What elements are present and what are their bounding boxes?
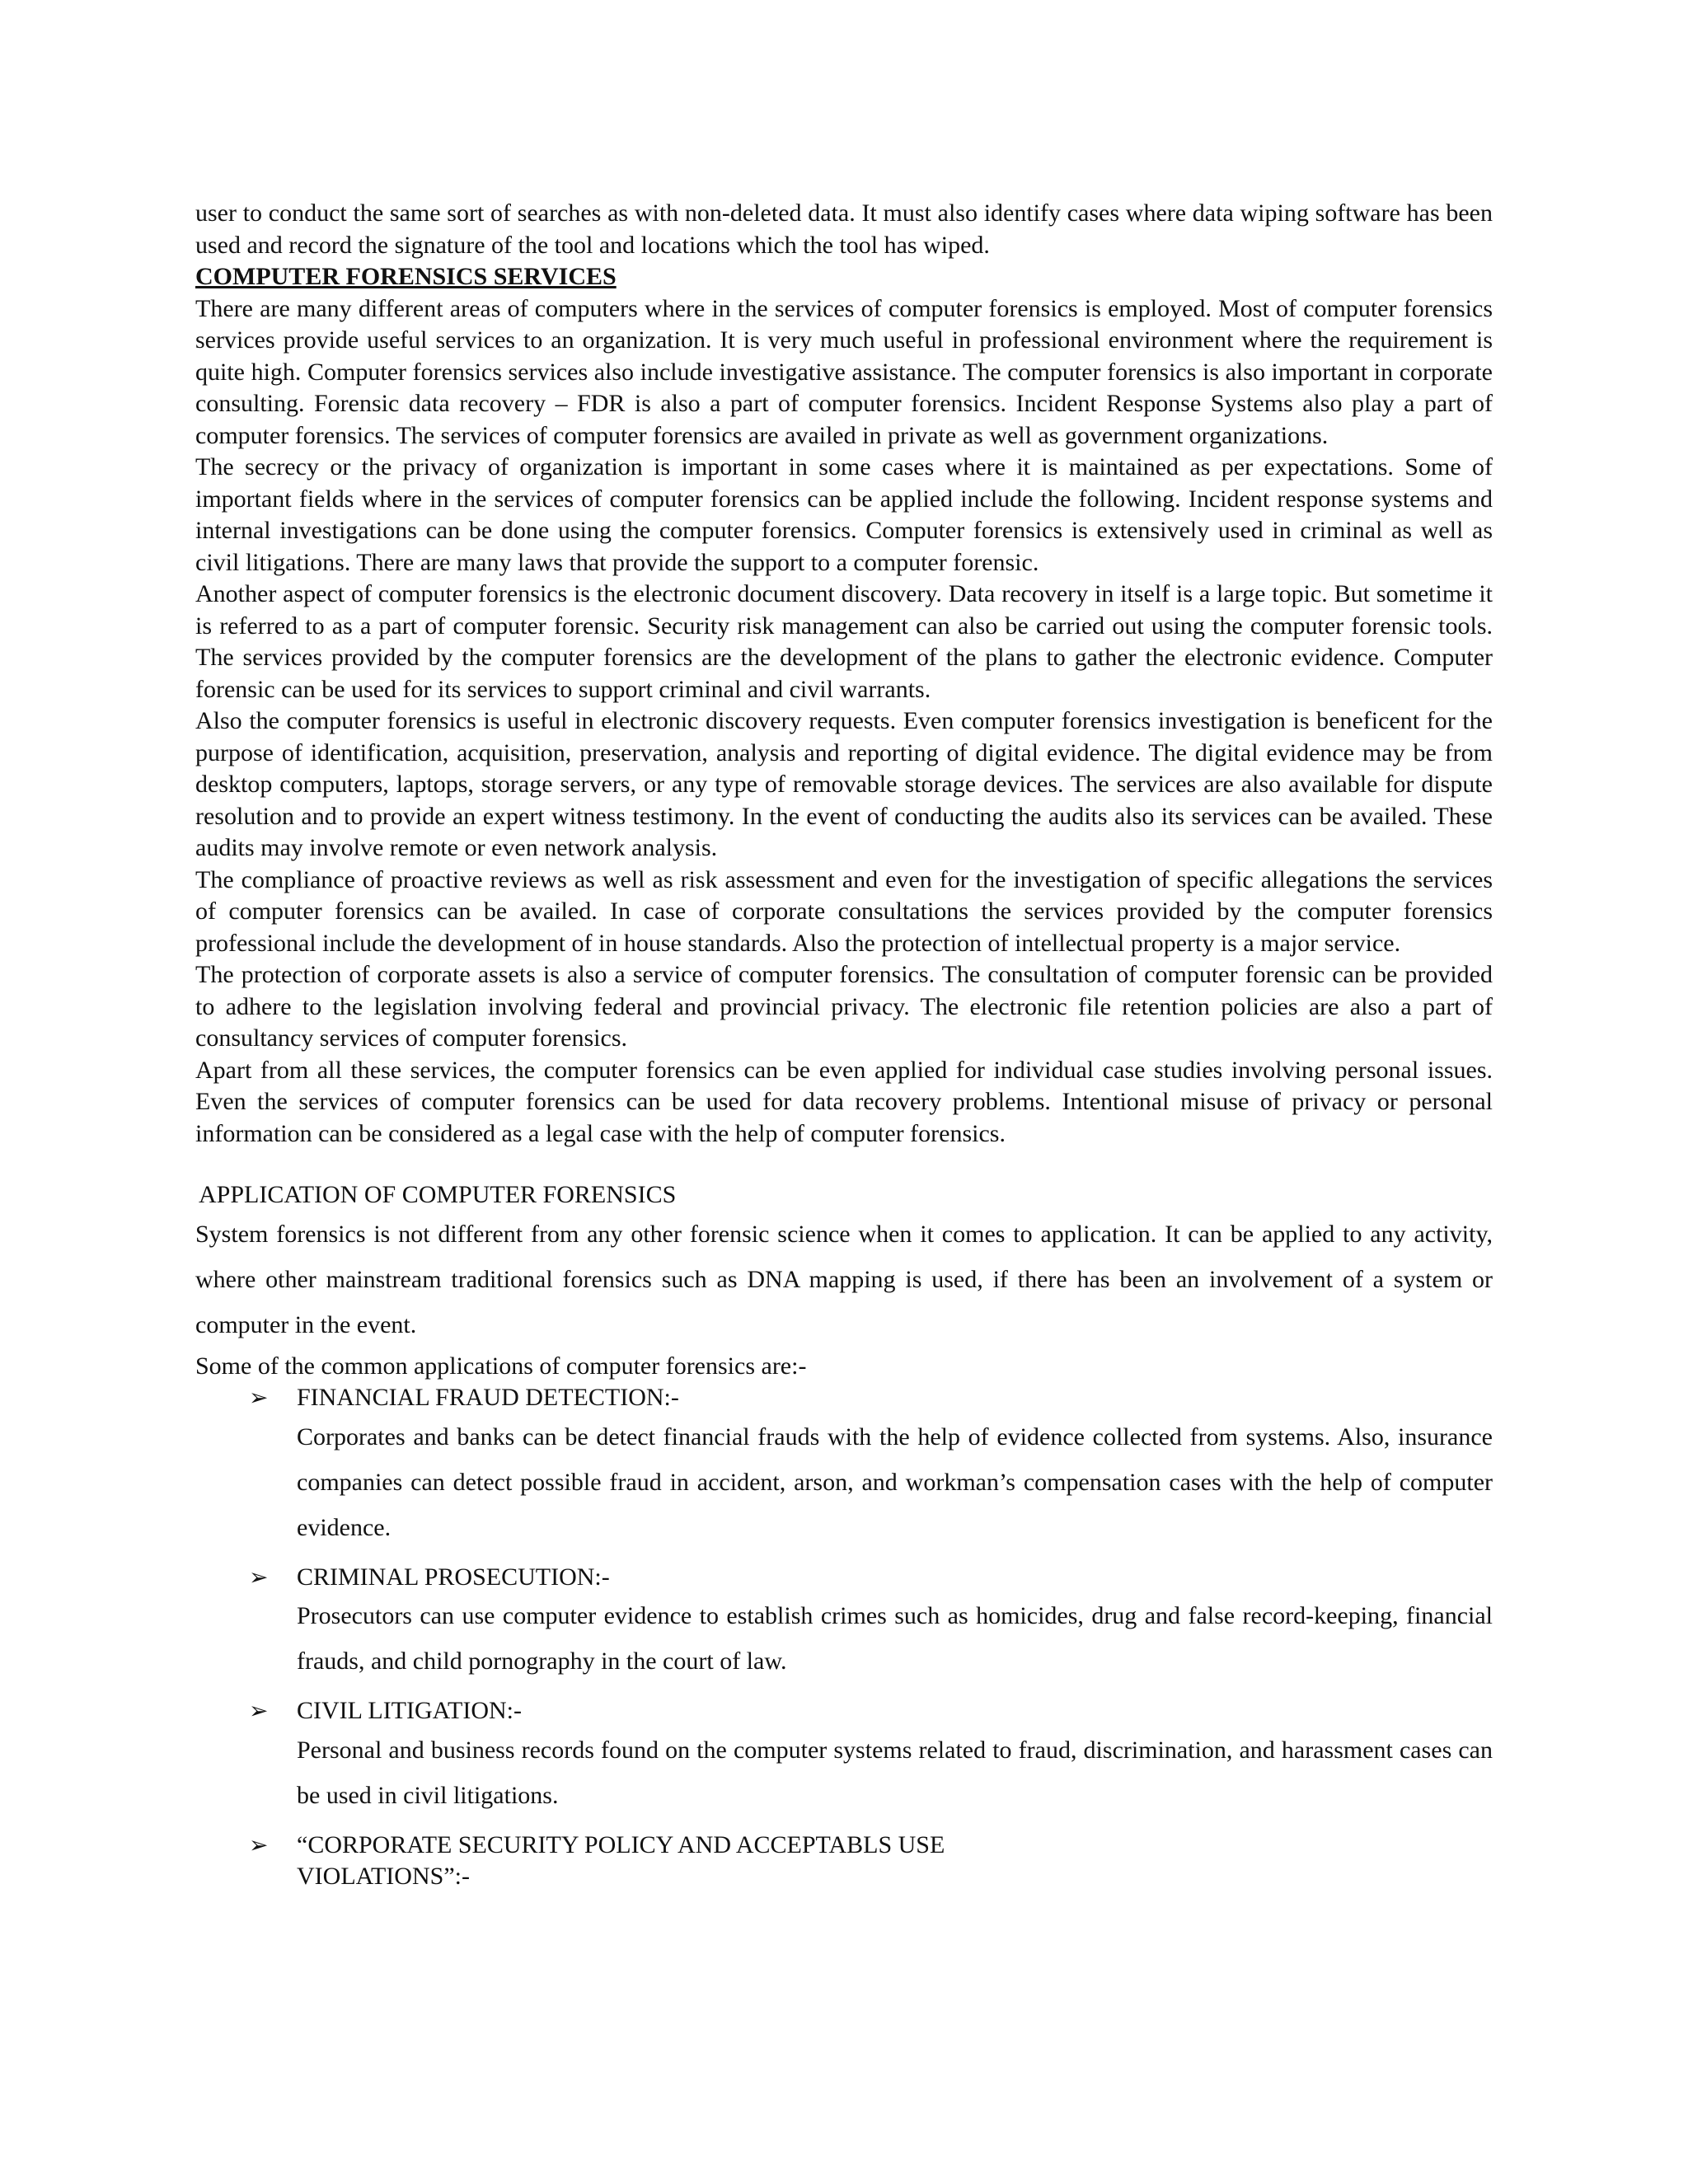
application-title: FINANCIAL FRAUD DETECTION:- [297, 1384, 679, 1411]
application-body: Prosecutors can use computer evidence to establish crimes such as homicides, drug and false record-keeping, financial frauds, and child pornography in the court of law. [297, 1602, 1493, 1675]
services-paragraph-7: Apart from all these services, the computer forensics can be even applied for individual case studies involving personal issues. Even the services of computer forensics can be used for data recovery problems. Intentional misuse of privacy or personal information can be considered as a legal case with the help of computer forensics. [195, 1056, 1493, 1147]
arrowhead-bullet-icon: ➢ [249, 1830, 269, 1858]
services-paragraph-3: Another aspect of computer forensics is the electronic document discovery. Data recovery in itself is a large topic. But sometime it is referred to as a part of computer forensic. Security risk management can also be carried out using the computer forensic tools. The services provided by the computer forensics are the development of the plans to gather the electronic evidence. Computer forensic can be used for its services to support criminal and civil warrants. [195, 580, 1493, 703]
list-item [195, 1382, 1493, 1550]
arrowhead-bullet-icon: ➢ [249, 1697, 269, 1724]
section-heading-services: COMPUTER FORENSICS SERVICES [195, 263, 617, 290]
application-paragraph: System forensics is not different from any other forensic science when it comes to application. It can be applied to any activity, where other mainstream traditional forensics such as DNA mapping is used, if there has been an involvement of a system or computer in the event. [195, 1220, 1493, 1338]
paragraph-continuation: user to conduct the same sort of searches as with non-deleted data. It must also identify cases where data wiping software has been used and record the signature of the tool and locations which the tool has wiped. [195, 199, 1493, 259]
application-title: CIVIL LITIGATION:- [297, 1697, 522, 1724]
section-heading-application: APPLICATION OF COMPUTER FORENSICS [199, 1181, 677, 1208]
document-page [195, 198, 1493, 1905]
application-body: Corporates and banks can be detect financial frauds with the help of evidence collected from systems. Also, insurance companies can detect possible fraud in accident, arson, and workman’s compensation cases with the help of computer evidence. [297, 1422, 1493, 1541]
arrowhead-bullet-icon: ➢ [249, 1563, 269, 1591]
services-paragraph-5: The compliance of proactive reviews as well as risk assessment and even for the investigation of specific allegations the services of computer forensics can be availed. In case of corporate consultations the services provided by the computer forensics professional include the development of in house standards. Also the protection of intellectual property is a major service. [195, 865, 1493, 957]
application-body: Personal and business records found on the computer systems related to fraud, discrimination, and harassment cases can be used in civil litigations. [297, 1736, 1493, 1809]
arrowhead-bullet-icon: ➢ [249, 1384, 269, 1411]
services-paragraph-2: The secrecy or the privacy of organization is important in some cases where it is maintained as per expectations. Some of important fields where in the services of computer forensics can be applied include the following. Incident response systems and internal investigations can be done using the computer forensics. Computer forensics is extensively used in criminal as well as civil litigations. There are many laws that provide the support to a computer forensic. [195, 453, 1493, 576]
applications-list [195, 1382, 1493, 1893]
services-paragraph-4: Also the computer forensics is useful in electronic discovery requests. Even computer forensics investigation is beneficent for the purpose of identification, acquisition, preservation, analysis and reporting of digital evidence. The digital evidence may be from desktop computers, laptops, storage servers, or any type of removable storage devices. The services are also available for dispute resolution and to provide an expert witness testimony. In the event of conducting the audits also its services can be availed. These audits may involve remote or even network analysis. [195, 707, 1493, 861]
services-paragraph-1: There are many different areas of computers where in the services of computer forensics is employed. Most of computer forensics services provide useful services to an organization. It is very much useful in professional environment where the requirement is quite high. Computer forensics services also include investigative assistance. The computer forensics is also important in corporate consulting. Forensic data recovery – FDR is also a part of computer forensics. Incident Response Systems also play a part of computer forensics. The services of computer forensics are availed in private as well as government organizations. [195, 294, 1493, 449]
application-title: CRIMINAL PROSECUTION:- [297, 1563, 610, 1591]
services-paragraph-6: The protection of corporate assets is also a service of computer forensics. The consultation of computer forensic can be provided to adhere to the legislation involving federal and provincial privacy. The electronic file retention policies are also a part of consultancy services of computer forensics. [195, 961, 1493, 1052]
application-title: “CORPORATE SECURITY POLICY AND ACCEPTABLS USE VIOLATIONS”:- [297, 1830, 945, 1890]
applications-intro: Some of the common applications of computer forensics are:- [195, 1352, 807, 1380]
list-item [195, 1562, 1493, 1685]
list-item [195, 1830, 1493, 1893]
list-item [195, 1695, 1493, 1818]
